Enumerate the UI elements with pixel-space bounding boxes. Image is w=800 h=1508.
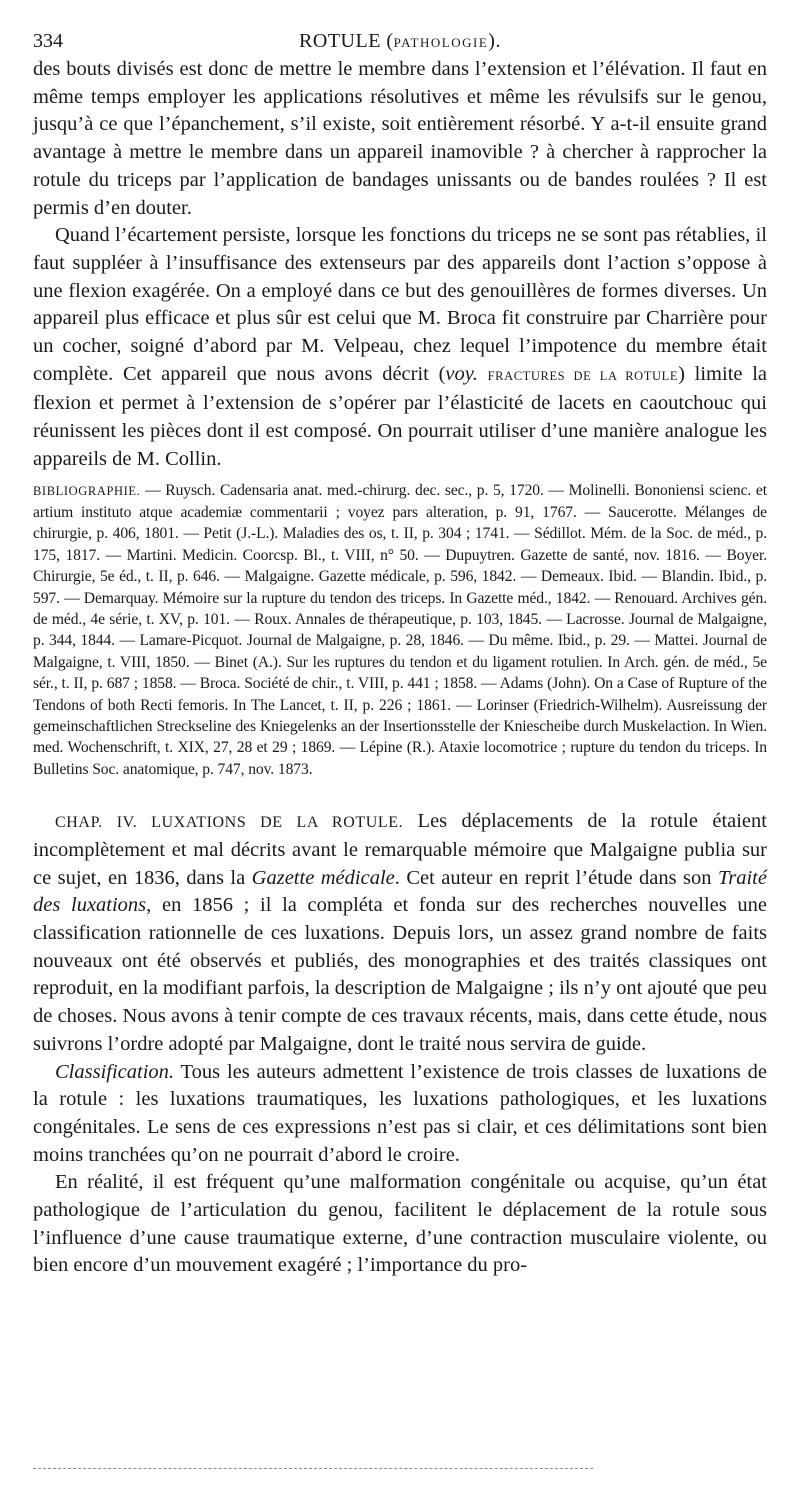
running-title-section: PATHOLOGIE — [393, 35, 489, 50]
treatment-text-b: ) limite la flexion et permet à l’extension de s’opérer par l’élasticité de lacets en caoutchouc qui réunissent les pièces dont il est composé. On pourrait utiliser d’une manière analogue les appareils de M. Collin. — [33, 362, 768, 470]
classification-paragraph — [33, 1059, 767, 1170]
bibliography — [33, 480, 767, 781]
document-page — [33, 26, 767, 1280]
chapter-text-a: Les déplacements de la rotule étaient incomplètement et mal décrits avant le remarquable mémoire que Malgaigne publia sur ce sujet, en 1836, dans la — [33, 810, 767, 889]
chapter-heading: CHAP. IV. LUXATIONS DE LA ROTULE. — [55, 814, 404, 832]
chapter-text-b: . Cet auteur en reprit l’étude dans son — [394, 866, 718, 889]
gazette-title: Gazette médicale — [251, 866, 395, 889]
bibliography-label: BIBLIOGRAPHIE. — [33, 483, 141, 498]
bibliography-text: — Ruysch. Cadensaria anat. med.-chirurg. dec. sec., p. 5, 1720. — Molinelli. Bononiensi scienc. et artium instituto atque academiæ commentarii ; voyez pars alteration, p. 91, 1767. — Saucerotte. Mélanges de chirurgie, p. 406, 1801. — Petit (J.-L.). Maladies des os, t. II, p. 304 ; 1741. — Sédillot. Mém. de la Soc. de méd., p. 175, 1817. — Martini. Medicin. Coorcsp. Bl., t. VIII, n° 50. — Dupuytren. Gazette de santé, nov. 1816. — Boyer. Chirurgie, 5e éd., t. II, p. 646. — Malgaigne. Gazette médicale, p. 596, 1842. — Demeaux. Ibid. — Blandin. Ibid., p. 597. — Demarquay. Mémoire sur la rupture du tendon des triceps. In Gazette méd., 1842. — Renouard. Archives gén. de méd., 4e série, t. XV, p. 101. — Roux. Annales de thérapeutique, p. 103, 1845. — Lacrosse. Journal de Malgaigne, p. 344, 1844. — Lamare-Picquot. Journal de Malgaigne, p. 28, 1846. — Du même. Ibid., p. 29. — Mattei. Journal de Malgaigne, t. VIII, 1850. — Binet (A.). Sur les ruptures du tendon et du ligament rotulien. In Arch. gén. de méd., 5e sér., t. II, p. 687 ; 1858. — Broca. Société de chir., t. VIII, p. 441 ; 1858. — Adams (John). On a Case of Rupture of the Tendons of both Recti femoris. In The Lancet, t. II, p. 226 ; 1861. — Lorinser (Friedrich-Wilhelm). Ausreissung der gemeinschaftlichen Streckseline des Kniegelenks an der Insertionsstelle der Kniescheibe durch Muskelaction. In Wien. med. Wochenschrift, t. XIX, 27, 28 et 29 ; 1869. — Lépine (R.). Ataxie locomotrice ; rupture du tendon du triceps. In Bulletins Soc. anatomique, p. 747, nov. 1873. — [33, 481, 767, 778]
running-title-end: ). — [488, 30, 501, 52]
chapter-text-c: , en 1856 ; il la compléta et fonda sur des recherches nouvelles une classification rationnelle de ces luxations. Depuis lors, un assez grand nombre de faits nouveaux ont été observés et publiés, des monographies et des traités classiques ont reproduit, en la modifiant parfois, la description de Malgaigne ; ils n’y ont ajouté que peu de choses. Nous avons à tenir compte de ces travaux récents, mais, dans cette étude, nous suivrons l’ordre adopté par Malgaigne, dont le traité nous servira de guide. — [33, 894, 767, 1055]
classification-label: Classification. — [55, 1060, 175, 1083]
footer-rule — [33, 1468, 593, 1469]
page-number: 334 — [33, 30, 63, 52]
running-title — [33, 26, 767, 58]
classification-text: Tous les auteurs admettent l’existence de trois classes de luxations de la rotule : les luxations traumatiques, les luxations pathologiques, et les luxations congénitales. Le sens de ces expressions n’est pas si clair, et ces délimitations sont bien moins tranchées qu’on ne pourrait d’abord le croire. — [33, 1060, 767, 1166]
final-paragraph: En réalité, il est fréquent qu’une malformation congénitale ou acquise, qu’un état pathologique de l’articulation du genou, facilitent le déplacement de la rotule sous l’influence d’une cause traumatique externe, d’une contraction musculaire violente, ou bien encore d’un mouvement exagéré ; l’importance du pro- — [33, 1171, 767, 1277]
traite-title: Traité des luxations — [33, 866, 767, 917]
voy-reference: voy. — [445, 362, 478, 385]
paragraph-continuation: des bouts divisés est donc de mettre le membre dans l’extension et l’élévation. Il faut en même temps employer les applications résolutives et même les révulsifs sur le genou, jusqu’à ce que l’épanchement, s’il existe, soit entièrement résorbé. Y a-t-il ensuite grand avantage à mettre le membre dans un appareil inamovible ? à chercher à rapprocher la rotule du triceps par l’application de bandages unissants ou de bandes roulées ? Il est permis d’en douter. — [33, 58, 767, 219]
chapter-paragraph — [33, 808, 767, 1058]
treatment-text-a: Quand l’écartement persiste, lorsque les fonctions du triceps ne se sont pas rétablies, il faut suppléer à l’insuffisance des extenseurs par des appareils dont l’action s’oppose à une flexion exagérée. On a employé dans ce but des genouillères de formes diverses. Un appareil plus efficace et plus sûr est celui que M. Broca fit construire par Charrière pour un cocher, soigné d’abord par M. Velpeau, chez lequel l’impotence du membre était complète. Cet appareil que nous avons décrit ( — [33, 224, 767, 385]
fractures-reference: FRACTURES DE LA ROTULE — [487, 368, 679, 383]
running-header — [33, 26, 767, 56]
running-title-main: ROTULE ( — [299, 30, 394, 52]
paragraph-treatment — [33, 222, 767, 473]
